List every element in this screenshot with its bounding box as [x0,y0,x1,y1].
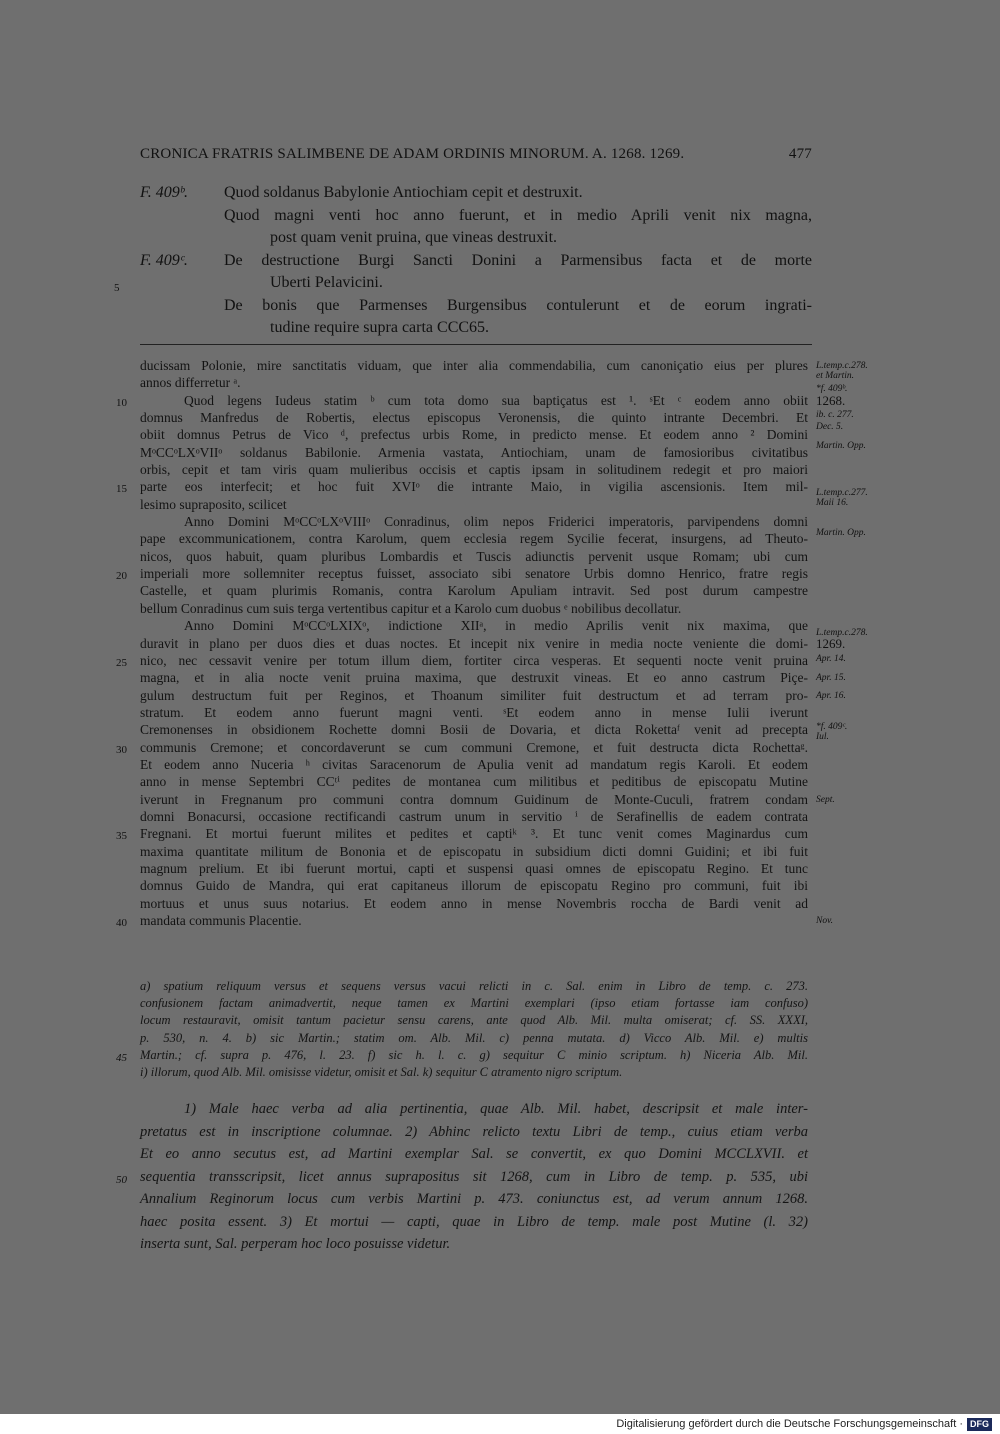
margin-note: Martin. Opp. [816,440,866,451]
text-line: mandata communis Placentie. [140,913,302,928]
margin-note: Apr. 14. [816,654,846,665]
summary-text: De destructione Burgi Sancti Donini a Parmensibus facta et de morte [224,251,812,269]
line-number: 5 [114,282,120,294]
summary-line [140,205,812,228]
summary-line [140,295,812,318]
line-number: 35 [116,830,127,843]
margin-note: *f. 409ᵇ. [816,383,848,394]
line-number: 20 [116,570,127,583]
text-line: inserta sunt, Sal. perperam hoc loco posuisse videtur. [140,1236,451,1252]
summary-text: post quam venit pruina, que vineas destruxit. [270,229,558,246]
main-text [116,357,808,930]
text-line: magna, et in alia nocte venit pruina maxima, que destruxit vineas. Et eo anno castrum Piçe- [140,670,808,686]
summary-line [114,272,812,295]
line-number: 40 [116,917,127,930]
line-number: 25 [116,656,127,669]
margin-note: L.temp.c.278. [816,628,868,639]
text-line: Cremonenses in obsidionem Rochette domni Bosii de Dovaria, et dicta Rokettaᶠ venit ad precepta [140,722,808,738]
text-line: domnus Manfredus de Robertis, electus episcopus Veronensis, die quinto intrante Decembri. Et [140,410,808,426]
summary-text: Quod soldanus Babylonie Antiochiam cepit et destruxit. [224,184,583,201]
text-line: bellum Conradinus cum suis terga vertentibus capitur et a Karolo cum duobus ᵉ nobilibus decollatur. [140,600,682,616]
summary-line [140,182,812,205]
text-line: Castelle, et quam plurimis Romanis, contra Karolum Apuliam intravit. Sed post durum campestre [140,583,808,599]
text-line: Annalium Reginorum locus cum verbis Martini p. 473. coniunctus est, ad verum annum 1268. [140,1191,808,1207]
margin-note: 1268. [816,392,846,408]
text-line: sequentia transscripsit, licet annus suprapositus sit 1268, cum in Libro de temp. p. 535, ubi [140,1168,808,1185]
summary-text: Uberti Pelavicini. [270,274,383,291]
funding-footer [616,1417,992,1431]
summary-line [140,227,812,250]
margin-note: Martin. Opp. [816,527,866,538]
footnotes [116,1098,808,1256]
margin-note: et Martin. [816,371,854,382]
text-line: Et eodem anno Nuceria ʰ civitas Saracenorum de Apulia venit ad mandatum regis Karoli. Et eodem [140,756,808,772]
margin-note: Iul. [816,732,829,743]
text-line: mortuus et unus suus notarius. Et eodem anno in mense Novembris roccha de Bardi venit ad [140,895,808,911]
critical-apparatus [116,978,808,1081]
line-number: 10 [116,396,127,409]
text-line: orbis, cepit et tam viris quam mulieribus occisis et captis ipsam in solitudinem redegit et pro maiori [140,462,808,478]
text-line: duravit in plano per duos dies et duas noctes. Et incepit nix venire in media nocte veniente die domi- [140,635,808,651]
header-rule [140,344,812,345]
chapter-summary [114,182,812,340]
text-line: gulum destructum fuit per Reginos, et Thoanum similiter fuit destructum et ad terram pro- [140,687,808,703]
line-number: 50 [116,1173,127,1186]
margin-note: Apr. 16. [816,690,846,701]
margin-note: 1269. [816,635,846,651]
text-line: nico, nec cessavit venire per totum illum diem, fortiter circa vesperas. Et sequenti nocte venit pruina [140,652,808,668]
dfg-logo: DFG [967,1418,992,1431]
text-line: confusionem factam animadvertit, neque tamen ex Martini exemplari (ipso etiam fortasse iam confuso) [140,996,808,1011]
margin-note: Apr. 15. [816,673,846,684]
text-line: nicos, quos habuit, quam pluribus Lombardis et Tuscis adiunctis pervenit usque Romam; ubi cum [140,548,808,564]
running-title: CRONICA FRATRIS SALIMBENE DE ADAM ORDINIS MINORUM. A. 1268. 1269. [140,146,685,162]
text-line: magnum prelium. Et ibi fuerunt mortui, capti et suspensi quasi omnes de episcopatu Regino. Et tunc [140,860,808,876]
text-line: Et eo anno secutus est, ad Martini exemplar Sal. se convertit, ex quo Domini MCCLXVII. et [140,1146,808,1162]
text-line: iverunt in Fregnanum pro communi contra domnum Guidinum de Monte-Cuculi, fratrem condam [140,791,808,807]
line-number: 30 [116,743,127,756]
text-line: Fregnani. Et mortui fuerunt milites et pedites et captiᵏ ³. Et tunc venit comes Maginardus cum [140,826,808,842]
summary-line [140,250,812,273]
text-line: Anno Domini MᵒCCᵒLXIXᵒ, indictione XIIᵃ, in medio Aprilis venit nix maxima, que [184,618,808,634]
page-number: 477 [788,146,812,162]
line-number: 45 [116,1051,127,1064]
text-line: Martin.; cf. supra p. 476, l. 23. f) sic h. l. c. g) sequitur C minio scriptum. h) Niceria Alb. Mil. [140,1047,808,1062]
text-line: parte eos interfecit; et hoc fuit XVIᵒ die intrante Maio, in vigilia ascensionis. Item mil- [140,479,808,495]
text-line: lesimo supraposito, scilicet [140,496,287,512]
text-line: maxima quantitate militum de Bononia et de episcopatu in subsidium dicti domni Guidini; et ibi fuit [140,843,808,859]
text-line: anno in mense Septembri CCᵗⁱ pedites de montanea cum militibus et peditibus de episcopatu Mutine [140,774,808,790]
text-line: stratum. Et eodem anno fuerunt magni venti. ˢEt eodem anno in mense Iulii iverunt [140,704,808,720]
text-line: 1) Male haec verba ad alia pertinentia, quae Alb. Mil. habet, descripsit et male inter- [184,1101,808,1117]
text-line: haec posita essent. 3) Et mortui — capti, quae in Libro de temp. male post Mutine (l. 32) [140,1213,808,1230]
folio-ref: F. 409ᵇ. [140,184,189,201]
summary-text: Quod magni venti hoc anno fuerunt, et in medio Aprili venit nix magna, [224,206,812,224]
margin-note: Sept. [816,794,835,805]
margin-note: L.temp.c.277. [816,487,868,498]
summary-text: tudine require supra carta CCC65. [270,319,490,336]
summary-line [140,317,812,340]
text-line: a) spatium reliquum versus et sequens versus vacui relicti in c. Sal. enim in Libro de temp. c. 273. [140,979,808,993]
margin-note: L.temp.c.278. [816,361,868,371]
text-line: pretatus est in inscriptione columnae. 2) Abhinc relicto textu Libri de temp., cuius etiam verba [140,1123,808,1140]
text-line: p. 530, n. 4. b) sic Martin.; statim om. Alb. Mil. c) penna mutata. d) Vicco Alb. Mil. e) multis [140,1030,808,1045]
text-line: domni Bonacursi, occasione rectificandi castrum unum in servitio ⁱ de Serafinellis de eadem contrata [140,808,808,824]
margin-note: ib. c. 277. [816,409,854,420]
text-line: locum restauravit, omisit tantum pacietur sensu carens, ante quod Alb. Mil. multa omiserat; cf. SS. XXXI, [140,1013,808,1028]
summary-text: De bonis que Parmenses Burgensibus contulerunt et de eorum ingrati- [224,296,812,314]
text-line: domnus Guido de Mandra, qui erat capitaneus illorum de episcopatu Regino pro communi, fuit ibi [140,878,808,894]
line-number: 15 [116,483,127,496]
text-line: imperiali more sollemniter receptus fuisset, associato sibi senatore Urbis domno Henrico, fratre regis [140,566,808,582]
margin-note: Nov. [816,916,833,927]
text-line: communis Cremone; et concordaverunt se cum communi Cremone, et fuit destructa dicta Rochettaᵍ. [140,739,808,755]
text-line: pape excommunicationem, contra Karolum, quem ecclesia regem Sycilie fecerat, insurgens, ad Theuto- [140,531,808,547]
text-line: Anno Domini MᵒCCᵒLXᵒVIIIᵒ Conradinus, olim nepos Friderici imperatoris, parvipendens domni [184,514,808,530]
margin-note: Maii 16. [816,498,849,509]
text-line: Quod legens Iudeus statim ᵇ cum tota domo sua baptiçatus est ¹. ˢEt ᶜ eodem anno obiit [184,392,808,408]
margin-note: Dec. 5. [816,421,844,432]
text-line: ducissam Polonie, mire sanctitatis viduam, que inter alia commendabilia, cum canoniçatio eius per plures [140,358,808,373]
margin-note: *f. 409ᶜ. [816,721,848,732]
footer-text: Digitalisierung gefördert durch die Deutsche Forschungsgemeinschaft · [616,1418,963,1430]
folio-ref: F. 409ᶜ. [140,251,188,269]
text-line: annos differretur ᵃ. [140,375,241,391]
text-line: MᵒCCᵒLXᵒVIIᵒ soldanus Babilonie. Armenia vastata, Antiochiam, unam de famosioribus civitatibus [140,444,808,460]
text-line: obiit domnus Petrus de Vico ᵈ, prefectus urbis Rome, in predicto mense. Et eodem anno ² Domini [140,427,808,443]
text-line: i) illorum, quod Alb. Mil. omisisse videtur, omisit et Sal. k) sequitur C atramento nigro scriptum. [140,1064,623,1079]
